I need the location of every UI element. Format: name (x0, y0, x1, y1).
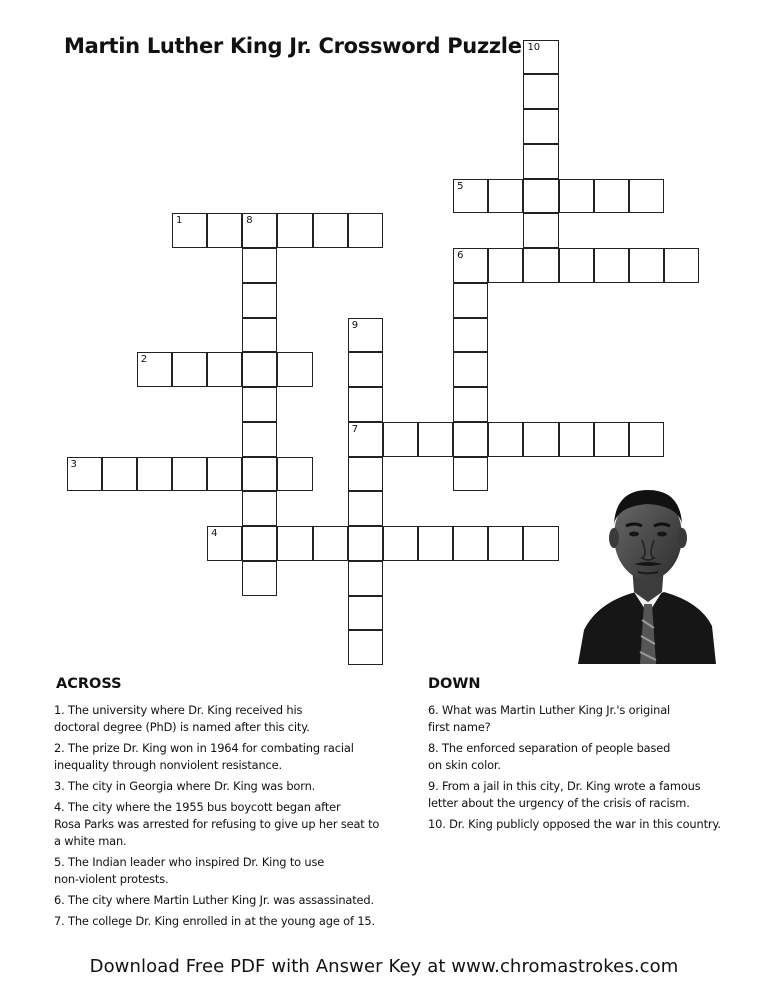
crossword-cell[interactable] (383, 422, 418, 457)
crossword-cell[interactable] (523, 422, 558, 457)
crossword-cell[interactable] (348, 491, 383, 526)
crossword-cell[interactable] (242, 526, 277, 561)
crossword-cell[interactable] (277, 213, 312, 248)
crossword-cell[interactable] (453, 352, 488, 387)
crossword-cell[interactable] (488, 248, 523, 283)
clue-number: 7 (351, 423, 359, 435)
crossword-cell[interactable] (453, 422, 488, 457)
clue-number: 9 (351, 319, 359, 331)
crossword-cell[interactable] (242, 318, 277, 353)
crossword-cell[interactable] (523, 213, 558, 248)
crossword-cell[interactable] (242, 248, 277, 283)
crossword-cell[interactable] (488, 526, 523, 561)
clue-number: 3 (70, 458, 77, 470)
across-clue: 6. The city where Martin Luther King Jr. was assassinated. (54, 893, 374, 907)
crossword-cell[interactable] (559, 422, 594, 457)
clue-number: 1 (175, 215, 183, 227)
crossword-cell[interactable] (348, 526, 383, 561)
across-clue: 2. The prize Dr. King won in 1964 for combating racial inequality through nonviolent resistance. (54, 741, 354, 772)
crossword-cell[interactable] (418, 526, 453, 561)
crossword-cell[interactable] (523, 248, 558, 283)
crossword-cell[interactable] (242, 213, 277, 248)
crossword-cell[interactable] (207, 213, 242, 248)
crossword-cell[interactable] (102, 457, 137, 492)
crossword-cell[interactable] (137, 352, 172, 387)
crossword-cell[interactable] (453, 387, 488, 422)
portrait-photo (578, 480, 716, 664)
crossword-cell[interactable] (418, 422, 453, 457)
clue-number: 2 (140, 354, 148, 366)
clue-number: 4 (211, 528, 218, 539)
crossword-cell[interactable] (453, 457, 488, 492)
crossword-cell[interactable] (594, 248, 629, 283)
across-clue: 5. The Indian leader who inspired Dr. King to use non-violent protests. (54, 855, 325, 886)
crossword-cell[interactable] (172, 213, 207, 248)
crossword-cell[interactable] (313, 526, 348, 561)
crossword-cell[interactable] (348, 596, 383, 631)
crossword-cell[interactable] (523, 109, 558, 144)
down-clue: 6. What was Martin Luther King Jr.'s original first name? (428, 703, 671, 734)
crossword-cell[interactable] (242, 561, 277, 596)
crossword-cell[interactable] (277, 457, 312, 492)
crossword-cell[interactable] (523, 179, 558, 214)
crossword-cell[interactable] (348, 352, 383, 387)
crossword-cell[interactable] (348, 318, 383, 353)
crossword-cell[interactable] (629, 422, 664, 457)
crossword-cell[interactable] (348, 422, 383, 457)
crossword-cell[interactable] (523, 526, 558, 561)
clue-number: 10 (527, 41, 541, 53)
crossword-cell[interactable] (242, 491, 277, 526)
clue-number: 8 (246, 215, 253, 227)
crossword-cell[interactable] (629, 248, 664, 283)
crossword-cell[interactable] (559, 248, 594, 283)
crossword-cell[interactable] (242, 387, 277, 422)
crossword-cell[interactable] (453, 318, 488, 353)
crossword-cell[interactable] (488, 179, 523, 214)
crossword-cell[interactable] (67, 457, 102, 492)
clue-number: 5 (457, 180, 464, 192)
crossword-cell[interactable] (348, 561, 383, 596)
footer-download-text: Download Free PDF with Answer Key at www.chromastrokes.com (89, 956, 679, 977)
crossword-cell[interactable] (488, 422, 523, 457)
crossword-cell[interactable] (664, 248, 699, 283)
crossword-cell[interactable] (242, 422, 277, 457)
crossword-cell[interactable] (523, 40, 558, 75)
crossword-cell[interactable] (242, 283, 277, 318)
across-clue: 3. The city in Georgia where Dr. King was born. (54, 779, 316, 793)
crossword-cell[interactable] (523, 144, 558, 179)
crossword-cell[interactable] (453, 248, 488, 283)
crossword-cell[interactable] (207, 352, 242, 387)
crossword-cell[interactable] (277, 526, 312, 561)
crossword-cell[interactable] (172, 457, 207, 492)
down-clue: 9. From a jail in this city, Dr. King wrote a famous letter about the urgency of the crisis of racism. (428, 779, 701, 810)
crossword-cell[interactable] (383, 526, 418, 561)
across-clue: 4. The city where the 1955 bus boycott began after Rosa Parks was arrested for refusing to give up her seat to a white man. (54, 800, 380, 848)
crossword-cell[interactable] (313, 213, 348, 248)
down-heading: DOWN (428, 676, 481, 692)
down-clue: 8. The enforced separation of people based on skin color. (428, 741, 671, 772)
crossword-cell[interactable] (594, 179, 629, 214)
crossword-cell[interactable] (137, 457, 172, 492)
crossword-cell[interactable] (242, 457, 277, 492)
across-heading: ACROSS (56, 676, 122, 692)
down-clue: 10. Dr. King publicly opposed the war in this country. (428, 817, 721, 831)
crossword-cell[interactable] (594, 422, 629, 457)
crossword-cell[interactable] (207, 526, 242, 561)
crossword-cell[interactable] (207, 457, 242, 492)
crossword-cell[interactable] (172, 352, 207, 387)
crossword-cell[interactable] (348, 387, 383, 422)
crossword-cell[interactable] (242, 352, 277, 387)
crossword-cell[interactable] (348, 213, 383, 248)
across-clue: 1. The university where Dr. King received his doctoral degree (PhD) is named after this city. (54, 703, 310, 734)
crossword-cell[interactable] (629, 179, 664, 214)
crossword-cell[interactable] (523, 74, 558, 109)
down-clue-list (428, 702, 758, 837)
crossword-cell[interactable] (348, 630, 383, 665)
page-title: Martin Luther King Jr. Crossword Puzzle (64, 34, 522, 58)
across-clue-list (54, 702, 409, 934)
crossword-cell[interactable] (277, 352, 312, 387)
clue-number: 6 (457, 250, 464, 261)
across-clue: 7. The college Dr. King enrolled in at the young age of 15. (54, 914, 375, 928)
crossword-cell[interactable] (453, 526, 488, 561)
crossword-cell[interactable] (453, 283, 488, 318)
crossword-cell[interactable] (348, 457, 383, 492)
crossword-cell[interactable] (559, 179, 594, 214)
crossword-cell[interactable] (453, 179, 488, 214)
